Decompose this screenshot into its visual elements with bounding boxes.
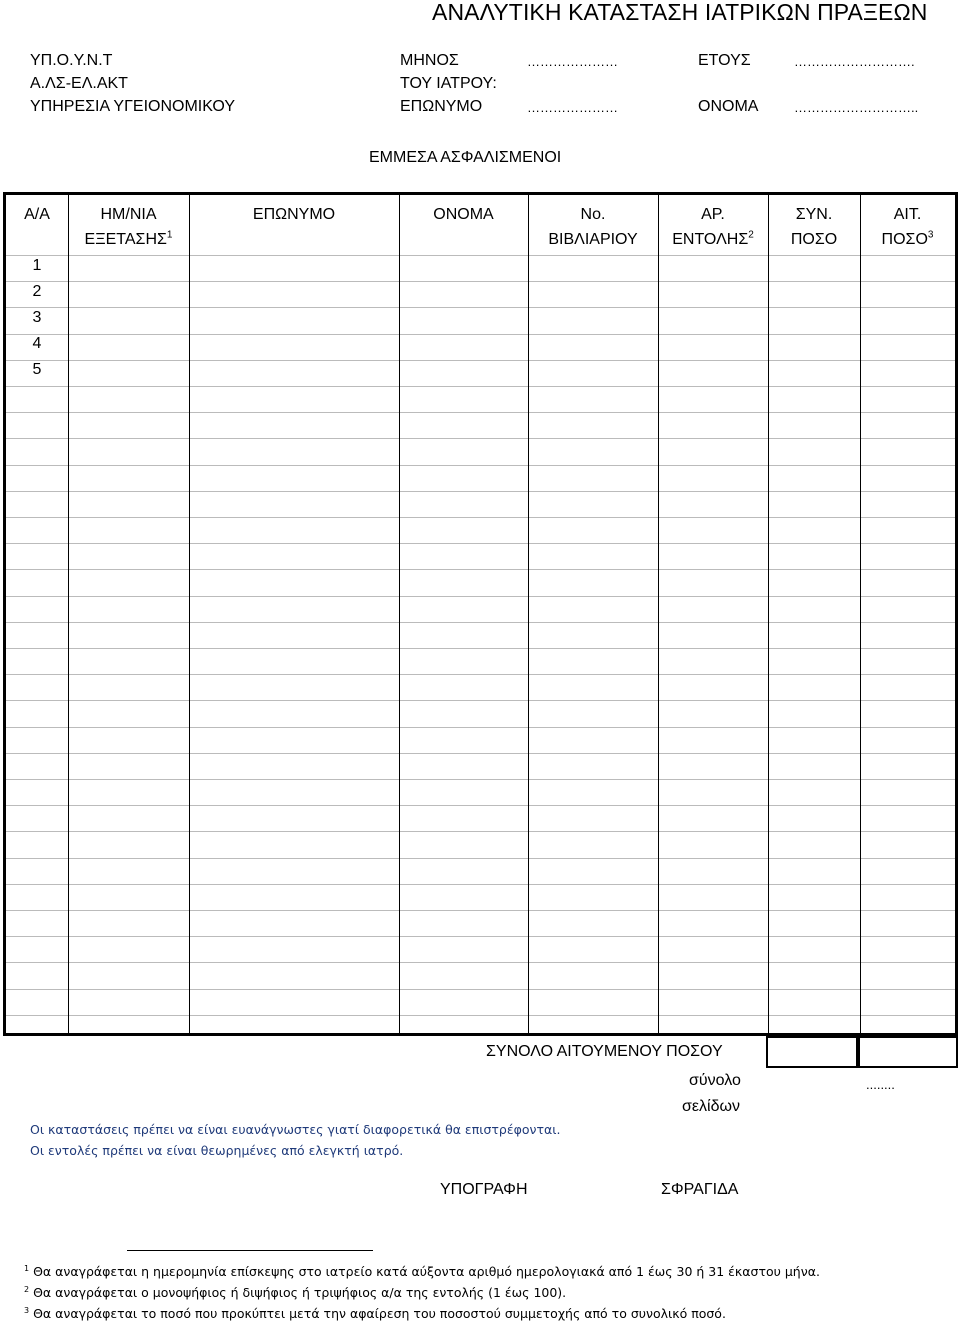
doctor-label: ΤΟΥ ΙΑΤΡΟΥ: xyxy=(400,75,497,92)
table-row-line xyxy=(6,1015,955,1016)
table-row-line xyxy=(6,386,955,387)
row-number: 4 xyxy=(32,335,42,352)
name-label: ΟΝΟΜΑ xyxy=(698,98,759,115)
row-number: 2 xyxy=(32,283,42,300)
row-number: 1 xyxy=(32,257,42,274)
header-org-line-2: Α.ΛΣ-ΕΛ.ΑΚΤ xyxy=(30,75,128,92)
column-divider xyxy=(68,195,69,1033)
table-row-line xyxy=(6,884,955,885)
footnote-3: $^3$ Θα αναγράφεται το ποσό που προκύπτει μετά την αφαίρεση του ποσοστού συμμετοχής από το συνολικό ποσό. xyxy=(24,1306,726,1322)
surname-label: ΕΠΩΝΥΜΟ xyxy=(400,98,483,115)
table-row-line xyxy=(6,465,955,466)
year-field[interactable]: ………………………. xyxy=(794,54,915,69)
total-amount-box[interactable] xyxy=(766,1036,858,1068)
note-approval: Οι εντολές πρέπει να είναι θεωρημένες από ελεγκτή ιατρό. xyxy=(30,1143,404,1158)
table-row-line xyxy=(6,281,955,282)
total-requested-box[interactable] xyxy=(858,1036,958,1068)
table-row-line xyxy=(6,596,955,597)
page-title: ΑΝΑΛΥΤΙΚΗ ΚΑΤΑΣΤΑΣΗ ΙΑΤΡΙΚΩΝ ΠΡΑΞΕΩΝ xyxy=(432,0,928,25)
month-label: ΜΗΝΟΣ xyxy=(400,52,459,69)
table-row-line xyxy=(6,622,955,623)
table-row-line xyxy=(6,438,955,439)
table-row-line xyxy=(6,412,955,413)
column-divider xyxy=(528,195,529,1033)
stamp-label: ΣΦΡΑΓΙΔΑ xyxy=(661,1181,739,1198)
section-title: ΕΜΜΕΣΑ ΑΣΦΑΛΙΣΜΕΝΟΙ xyxy=(369,149,562,166)
table-row-line xyxy=(6,517,955,518)
column-header-total-amount: ΣΥΝ. ΠΟΣΟ xyxy=(790,206,838,248)
note-legibility: Οι καταστάσεις πρέπει να είναι ευανάγνωστες γιατί διαφορετικά θα επιστρέφονται. xyxy=(30,1122,561,1137)
table-row-line xyxy=(6,753,955,754)
year-label: ΕΤΟΥΣ xyxy=(698,52,751,69)
column-header-surname: ΕΠΩΝΥΜΟ xyxy=(252,206,336,223)
table-row-line xyxy=(6,491,955,492)
header-org-line-3: ΥΠΗΡΕΣΙΑ ΥΓΕΙΟΝΟΜΙΚΟΥ xyxy=(30,98,236,115)
table-row-line xyxy=(6,962,955,963)
column-header-exam-date: ΗΜ/ΝΙΑ ΕΞΕΤΑΣΗΣ$^1$ xyxy=(84,206,173,248)
total-pages-label-1: σύνολο xyxy=(689,1072,741,1089)
column-header-order-no: ΑΡ. ΕΝΤΟΛΗΣ$^2$ xyxy=(672,206,754,248)
total-requested-label: ΣΥΝΟΛΟ ΑΙΤΟΥΜΕΝΟΥ ΠΟΣΟΥ xyxy=(486,1043,723,1060)
name-field[interactable]: ……………………….. xyxy=(794,100,919,115)
table-row-line xyxy=(6,648,955,649)
table-row-line xyxy=(6,255,955,256)
total-pages-field[interactable]: ........ xyxy=(866,1077,895,1092)
footnote-1: $^1$ Θα αναγράφεται η ημερομηνία επίσκεψης στο ιατρείο κατά αύξοντα αριθμό ημερολογιακά από 1 έως 30 ή 31 έκαστου μήνα. xyxy=(24,1264,820,1280)
table-row-line xyxy=(6,360,955,361)
column-header-aa: Α/Α xyxy=(24,206,50,223)
column-divider xyxy=(399,195,400,1033)
table-row-line xyxy=(6,936,955,937)
table-row-line xyxy=(6,674,955,675)
column-header-booklet-no: No. ΒΙΒΛΙΑΡΙΟΥ xyxy=(548,206,638,248)
table-row-line xyxy=(6,858,955,859)
column-divider xyxy=(658,195,659,1033)
table-row-line xyxy=(6,910,955,911)
signature-label: ΥΠΟΓΡΑΦΗ xyxy=(440,1181,528,1198)
surname-field[interactable]: ………………… xyxy=(527,100,618,115)
table-row-line xyxy=(6,569,955,570)
table-row-line xyxy=(6,727,955,728)
table-row-line xyxy=(6,307,955,308)
column-header-name: ΟΝΟΜΑ xyxy=(433,206,494,223)
table-row-line xyxy=(6,700,955,701)
column-divider xyxy=(768,195,769,1033)
header-org-line-1: ΥΠ.Ο.Υ.Ν.Τ xyxy=(30,52,113,69)
total-pages-label-2: σελίδων xyxy=(682,1098,740,1115)
column-divider xyxy=(189,195,190,1033)
claims-table xyxy=(3,192,958,1036)
column-header-requested-amount: ΑΙΤ. ΠΟΣΟ$^3$ xyxy=(881,206,934,248)
row-number: 3 xyxy=(32,309,42,326)
row-number: 5 xyxy=(32,361,42,378)
column-divider xyxy=(860,195,861,1033)
footnote-2: $^2$ Θα αναγράφεται ο μονοψήφιος ή διψήφιος ή τριψήφιος α/α της εντολής (1 έως 100). xyxy=(24,1285,567,1301)
table-row-line xyxy=(6,805,955,806)
footnote-separator xyxy=(127,1250,373,1251)
month-field[interactable]: ………………… xyxy=(527,54,618,69)
table-row-line xyxy=(6,543,955,544)
table-row-line xyxy=(6,334,955,335)
table-row-line xyxy=(6,779,955,780)
table-row-line xyxy=(6,989,955,990)
table-row-line xyxy=(6,831,955,832)
